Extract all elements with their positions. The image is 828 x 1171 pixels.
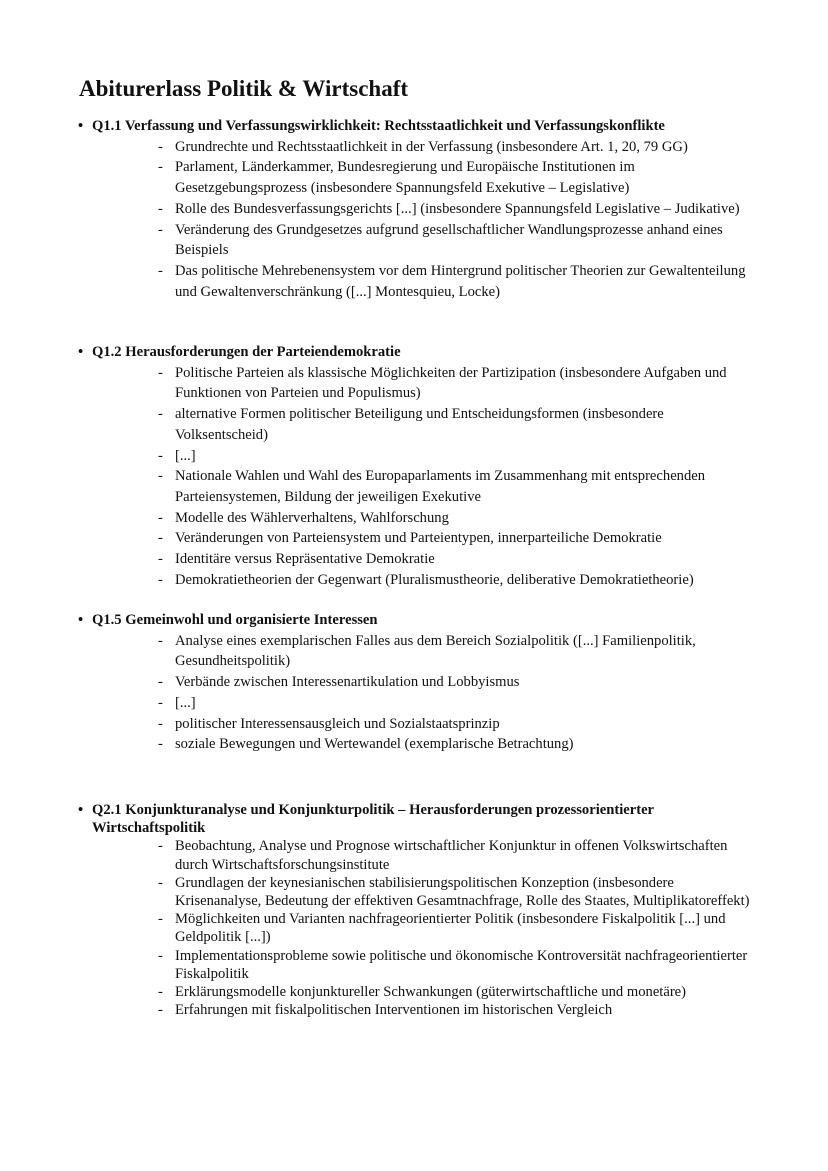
list-item-text: Grundrechte und Rechtsstaatlichkeit in der Verfassung (insbesondere Art. 1, 20, 79 GG): [175, 138, 688, 155]
list-item-text: soziale Bewegungen und Wertewandel (exemplarische Betrachtung): [175, 736, 574, 753]
section-q2-1: [78, 801, 778, 1019]
list-item: [158, 837, 760, 873]
dash-icon: -: [158, 1002, 163, 1019]
list-item-text: Politische Parteien als klassische Möglichkeiten der Partizipation (insbesondere Aufgaben und Funktionen von Parteien und Populismus): [175, 364, 727, 402]
list-item: [158, 261, 760, 302]
list-item-text: Implementationsprobleme sowie politische und ökonomische Kontroversität nachfrageorientierter Fiskalpolitik: [175, 947, 748, 982]
list-item: [158, 404, 760, 445]
dash-icon: -: [158, 138, 163, 155]
section-heading: [78, 801, 732, 837]
list-item-text: Identitäre versus Repräsentative Demokratie: [175, 551, 435, 568]
list-item: [158, 199, 760, 220]
dash-icon: -: [158, 838, 163, 855]
list-item-text: Grundlagen der keynesianischen stabilisierungspolitischen Konzeption (insbesondere Krisenanalyse, Bedeutung der effektiven Gesamtnachfrage, Rolle des Staates, Multiplikatoreffekt): [175, 874, 750, 910]
list-item: [158, 714, 760, 735]
section-heading-text: Q1.5 Gemeinwohl und organisierte Interessen: [92, 612, 378, 628]
section-heading-text: Q2.1 Konjunkturanalyse und Konjunkturpolitik – Herausforderungen prozessorientierter Wirtschaftspolitik: [92, 802, 654, 837]
list-item-text: Rolle des Bundesverfassungsgerichts [...] (insbesondere Spannungsfeld Legislative – Judikative): [175, 200, 740, 217]
list-item-text: politischer Interessensausgleich und Sozialstaatsprinzip: [175, 715, 500, 732]
list-item-text: Erklärungsmodelle konjunktureller Schwankungen (güterwirtschaftliche und monetäre): [175, 984, 687, 1001]
section-heading: [78, 116, 778, 137]
list-item-text: alternative Formen politischer Beteiligung und Entscheidungsformen (insbesondere Volksentscheid): [175, 406, 664, 443]
list-item: [158, 549, 760, 570]
dash-icon: -: [158, 571, 163, 588]
list-item: [158, 570, 760, 591]
dash-icon: -: [158, 674, 163, 691]
list-item-text: Beobachtung, Analyse und Prognose wirtschaftlicher Konjunktur in offenen Volkswirtschaften durch Wirtschaftsforschungsinstitute: [175, 838, 728, 873]
dash-icon: -: [158, 947, 163, 964]
dash-icon: -: [158, 736, 163, 753]
list-item-text: Modelle des Wählerverhaltens, Wahlforschung: [175, 509, 449, 526]
list-item-text: Möglichkeiten und Varianten nachfrageorientierter Politik (insbesondere Fiskalpolitik [...] und Geldpolitik [...]): [175, 911, 726, 946]
list-item: [158, 446, 760, 467]
section-q1-2: [78, 342, 778, 590]
list-item-text: Das politische Mehrebenensystem vor dem Hintergrund politischer Theorien zur Gewaltenteilung und Gewaltenverschränkung ([...] Montesquieu, Locke): [175, 262, 746, 300]
section-q1-1: [78, 116, 778, 302]
topic-list: [78, 137, 778, 303]
list-item: [158, 983, 760, 1001]
topic-list: [78, 631, 778, 755]
dash-icon: -: [158, 364, 163, 381]
list-item: [158, 508, 760, 529]
bullet-icon: •: [78, 802, 84, 818]
bullet-icon: •: [78, 344, 84, 360]
dash-icon: -: [158, 632, 163, 649]
list-item: [158, 1001, 760, 1019]
list-item: [158, 874, 760, 910]
list-item: [158, 947, 760, 983]
section-heading-text: Q1.2 Herausforderungen der Parteiendemokratie: [92, 344, 401, 360]
section-q1-5: [78, 610, 778, 755]
list-item-text: Demokratietheorien der Gegenwart (Pluralismustheorie, deliberative Demokratietheorie): [175, 571, 694, 588]
dash-icon: -: [158, 468, 163, 485]
dash-icon: -: [158, 715, 163, 732]
dash-icon: -: [158, 262, 163, 279]
list-item: [158, 157, 760, 198]
dash-icon: -: [158, 447, 163, 464]
section-heading-text: Q1.1 Verfassung und Verfassungswirklichkeit: Rechtsstaatlichkeit und Verfassungskonflikte: [92, 118, 665, 134]
dash-icon: -: [158, 221, 163, 238]
list-item-text: [...]: [175, 694, 196, 711]
list-item: [158, 910, 760, 946]
dash-icon: -: [158, 551, 163, 568]
dash-icon: -: [158, 159, 163, 176]
list-item-text: Analyse eines exemplarischen Falles aus dem Bereich Sozialpolitik ([...] Familienpolitik, Gesundheitspolitik): [175, 632, 696, 670]
section-heading: [78, 610, 778, 631]
list-item-text: Veränderungen von Parteiensystem und Parteientypen, innerparteiliche Demokratie: [175, 530, 662, 547]
dash-icon: -: [158, 984, 163, 1001]
list-item-text: Parlament, Länderkammer, Bundesregierung und Europäische Institutionen im Gesetzgebungsprozess (insbesondere Spannungsfeld Exekutive – Legislative): [175, 159, 635, 197]
topic-list: [78, 837, 778, 1019]
list-item: [158, 528, 760, 549]
list-item: [158, 672, 760, 693]
dash-icon: -: [158, 200, 163, 217]
list-item: [158, 137, 760, 158]
dash-icon: -: [158, 406, 163, 423]
list-item-text: Nationale Wahlen und Wahl des Europaparlaments im Zusammenhang mit entsprechenden Parteiensystemen, Bildung der jeweiligen Exekutive: [175, 468, 706, 505]
dash-icon: -: [158, 911, 163, 928]
list-item-text: [...]: [175, 447, 196, 464]
section-heading: [78, 342, 778, 363]
bullet-icon: •: [78, 118, 84, 134]
dash-icon: -: [158, 694, 163, 711]
list-item: [158, 220, 760, 261]
list-item-text: Veränderung des Grundgesetzes aufgrund gesellschaftlicher Wandlungsprozesse anhand eines Beispiels: [175, 221, 723, 259]
list-item: [158, 693, 760, 714]
dash-icon: -: [158, 530, 163, 547]
dash-icon: -: [158, 874, 163, 891]
list-item: [158, 466, 760, 507]
list-item-text: Verbände zwischen Interessenartikulation und Lobbyismus: [175, 674, 520, 691]
list-item: [158, 363, 760, 404]
bullet-icon: •: [78, 612, 84, 628]
topic-list: [78, 363, 778, 591]
list-item-text: Erfahrungen mit fiskalpolitischen Interventionen im historischen Vergleich: [175, 1002, 613, 1019]
dash-icon: -: [158, 509, 163, 526]
document-title: Abiturerlass Politik & Wirtschaft: [79, 76, 409, 101]
list-item: [158, 734, 760, 755]
list-item: [158, 631, 760, 672]
